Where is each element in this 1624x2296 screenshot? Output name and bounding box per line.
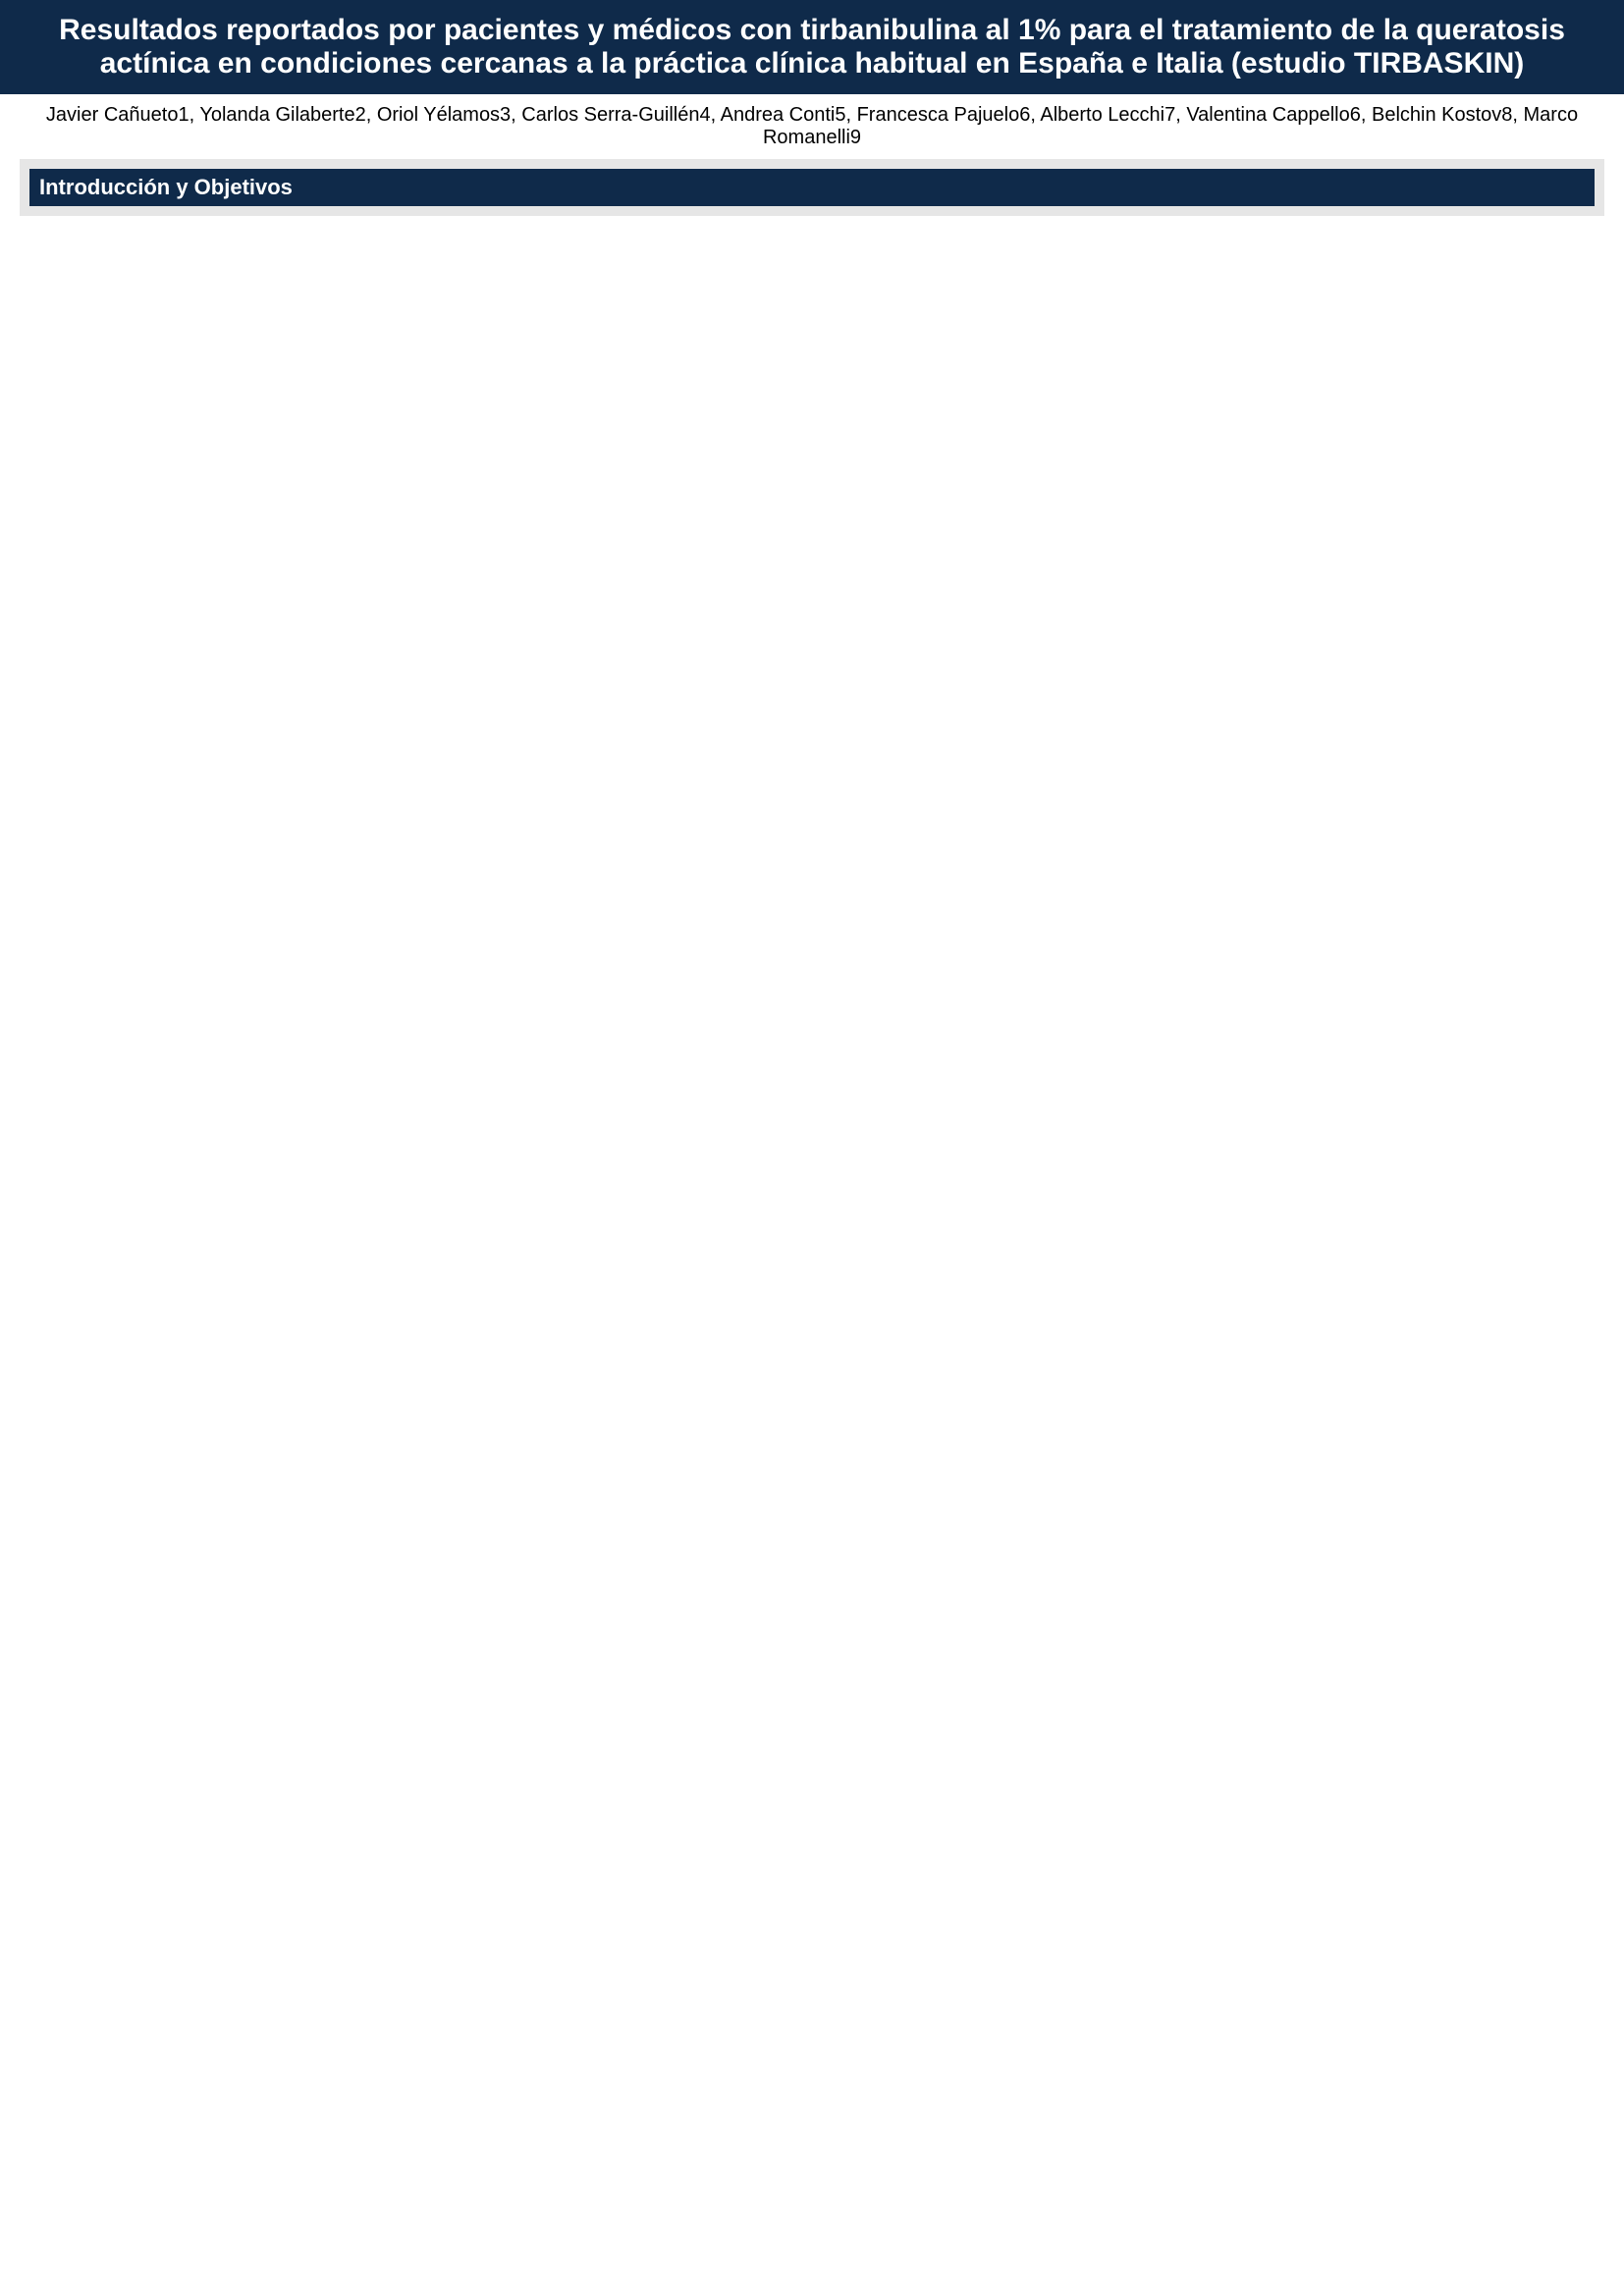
intro-title: Introducción y Objetivos: [29, 169, 1595, 206]
intro-section: [20, 159, 1604, 216]
authors: Javier Cañueto1, Yolanda Gilaberte2, Oriol Yélamos3, Carlos Serra-Guillén4, Andrea Conti5, Francesca Pajuelo6, Alberto Lecchi7, Valentina Cappello6, Belchin Kostov8, Marco Romanelli9: [45, 104, 1579, 148]
poster-title: Resultados reportados por pacientes y médicos con tirbanibulina al 1% para el tratamiento de la queratosis actínica en condiciones cercanas a la práctica clínica habitual en España e Italia (estudio TIRBASKIN): [0, 0, 1624, 94]
